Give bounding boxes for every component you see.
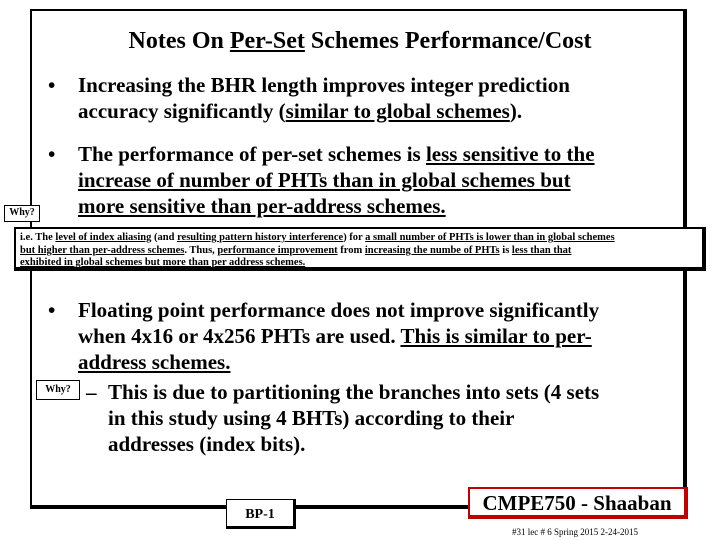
- slide-footer: #31 lec # 6 Spring 2015 2-24-2015: [512, 527, 638, 537]
- bullet-3-line-2: when 4x16 or 4x256 PHTs are used. This is similar to per-: [78, 324, 592, 348]
- bullet-dot: •: [48, 73, 56, 97]
- note-text: [20, 232, 706, 270]
- slide-title: [0, 28, 720, 55]
- sub-bullet-dash: –: [86, 380, 97, 404]
- title-text-end: Schemes Performance/Cost: [304, 28, 592, 54]
- sub-bullet-line-3: addresses (index bits).: [108, 432, 306, 456]
- title-underlined: Per-Set: [229, 28, 305, 54]
- bullet-2-line-1: The performance of per-set schemes is less sensitive to the: [78, 142, 595, 166]
- sub-bullet-line-1: This is due to partitioning the branches into sets (4 sets: [108, 380, 600, 404]
- why-button-1[interactable]: Why?: [4, 205, 40, 222]
- bullet-3-line-3: address schemes.: [78, 350, 231, 374]
- bullet-dot: •: [48, 142, 56, 166]
- bullet-1-line-1: Increasing the BHR length improves integer prediction: [78, 73, 570, 97]
- note-line-2: but higher than per-address schemes. Thus, performance improvement from increasing the numbe of PHTs is less than that: [20, 244, 572, 256]
- note-line-3: exhibited in global schemes but more than per address schemes.: [20, 257, 306, 268]
- sub-bullet-line-2: in this study using 4 BHTs) according to their: [108, 406, 515, 430]
- bp-link-button[interactable]: BP-1: [226, 499, 296, 529]
- bullet-2-line-3: more sensitive than per-address schemes.: [78, 194, 446, 218]
- note-box: [14, 227, 706, 271]
- bullet-1-line-2: accuracy significantly (similar to global schemes).: [78, 99, 523, 123]
- note-line-1: i.e. The level of index aliasing (and resulting pattern history interference) for a small number of PHTs is lower than in global schemes: [20, 232, 615, 243]
- course-label: CMPE750 - Shaaban: [468, 487, 688, 519]
- why-button-2[interactable]: Why?: [36, 380, 80, 400]
- title-text: Notes On: [128, 28, 230, 54]
- bullet-dot: •: [48, 298, 56, 322]
- bullet-3-line-1: Floating point performance does not improve significantly: [78, 298, 600, 322]
- bullet-2-line-2: increase of number of PHTs than in global schemes but: [78, 168, 571, 192]
